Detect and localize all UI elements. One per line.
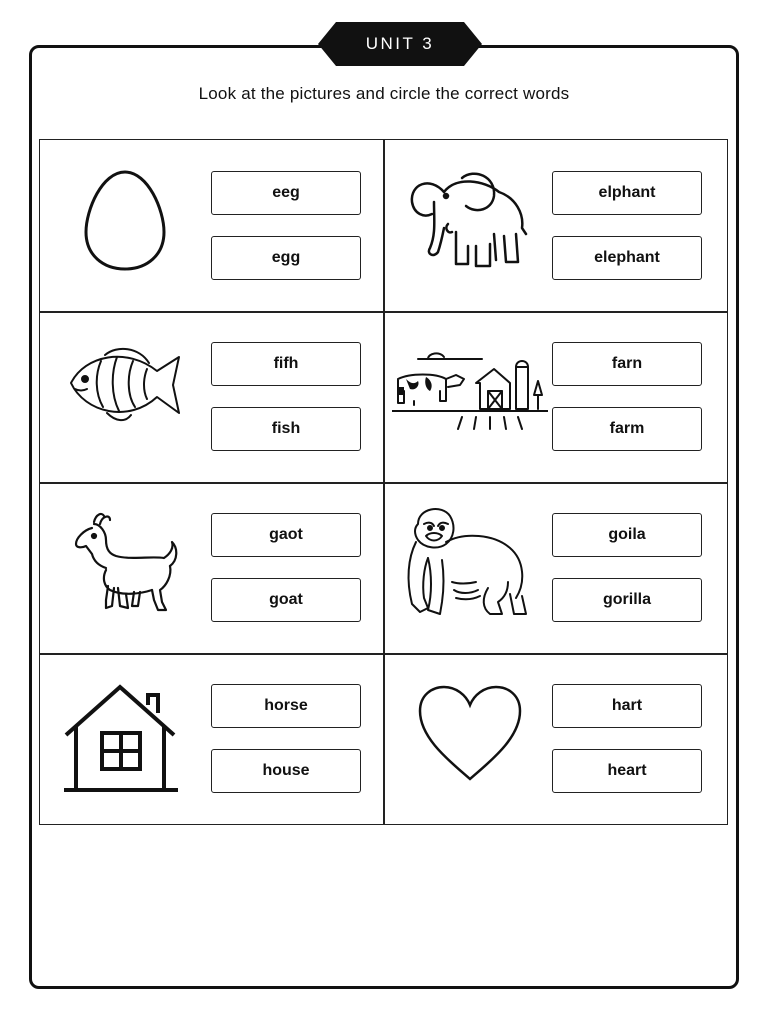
egg-icon — [80, 165, 170, 275]
house-icon — [62, 683, 180, 795]
word-option-bottom[interactable]: heart — [552, 749, 702, 793]
exercise-cell — [40, 482, 383, 653]
gorilla-icon — [398, 498, 538, 624]
exercise-cell — [384, 482, 727, 653]
farm-icon — [392, 347, 548, 431]
word-option-bottom[interactable]: farm — [552, 407, 702, 451]
word-option-top[interactable]: elphant — [552, 171, 702, 215]
word-option-top[interactable]: horse — [211, 684, 361, 728]
exercise-grid — [39, 139, 728, 825]
unit-tab — [318, 22, 482, 66]
exercise-cell — [40, 311, 383, 482]
heart-icon — [416, 683, 524, 783]
word-option-top[interactable]: fifh — [211, 342, 361, 386]
exercise-cell — [384, 311, 727, 482]
instruction-text: Look at the pictures and circle the correct words — [198, 84, 570, 103]
word-option-bottom[interactable]: goat — [211, 578, 361, 622]
word-option-bottom[interactable]: house — [211, 749, 361, 793]
unit-label: UNIT 3 — [365, 34, 435, 53]
word-option-top[interactable]: hart — [552, 684, 702, 728]
word-option-bottom[interactable]: fish — [211, 407, 361, 451]
word-option-bottom[interactable]: gorilla — [552, 578, 702, 622]
exercise-cell — [384, 653, 727, 824]
exercise-cell — [40, 140, 383, 311]
word-option-bottom[interactable]: egg — [211, 236, 361, 280]
word-option-top[interactable]: goila — [552, 513, 702, 557]
word-option-top[interactable]: eeg — [211, 171, 361, 215]
fish-icon — [65, 341, 185, 431]
word-option-bottom[interactable]: elephant — [552, 236, 702, 280]
exercise-cell — [384, 140, 727, 311]
exercise-cell — [40, 653, 383, 824]
elephant-icon — [404, 162, 539, 277]
word-option-top[interactable]: farn — [552, 342, 702, 386]
word-option-top[interactable]: gaot — [211, 513, 361, 557]
goat-icon — [70, 510, 180, 625]
